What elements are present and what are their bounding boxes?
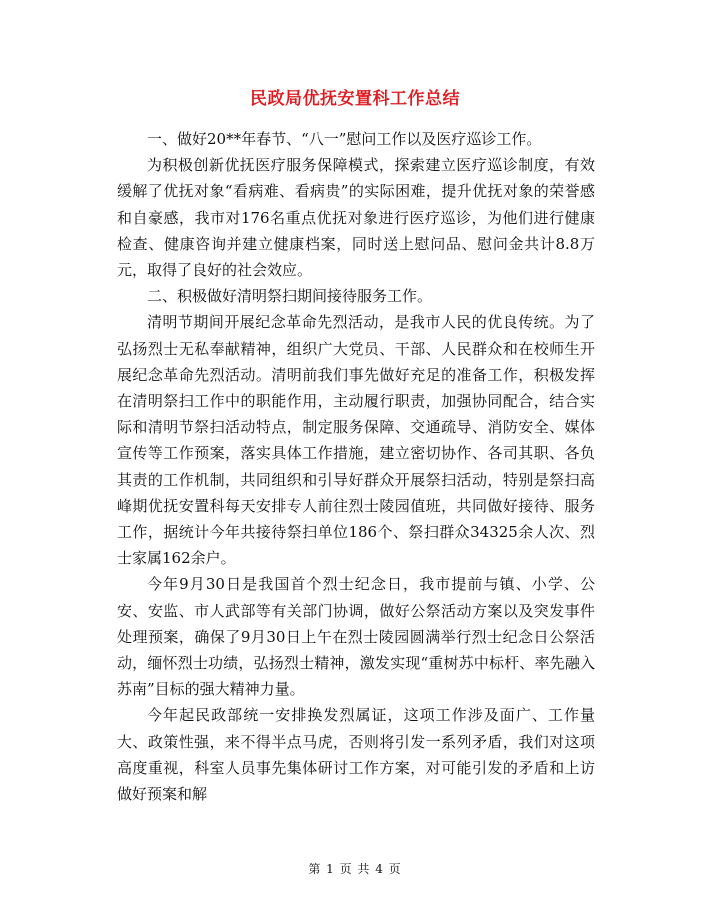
paragraph-martyrs-day: 今年9月30日是我国首个烈士纪念日，我市提前与镇、小学、公安、安监、市人武部等有关部门协调，做好公祭活动方案以及突发事件处理预案，确保了9月30日上午在烈士陵园圆满举行烈士纪念日公祭活动，缅怀烈士功绩，弘扬烈士精神，激发实现“重树苏中标杆、率先融入苏南”目标的强大精神力量。 <box>117 575 595 699</box>
paragraph-certificates: 今年起民政部统一安排换发烈属证，这项工作涉及面广、工作量大、政策性强，来不得半点马虎，否则将引发一系列矛盾，我们对这项高度重视，科室人员事先集体研讨工作方案，对可能引发的矛盾和上访做好预案和解 <box>117 706 595 804</box>
section-heading-1: 一、做好20**年春节、“八一”慰问工作以及医疗巡诊工作。 <box>147 130 542 148</box>
page-number-footer: 第 1 页 共 4 页 <box>308 862 402 876</box>
document-title: 民政局优抚安置科工作总结 <box>250 89 460 109</box>
paragraph-qingming: 清明节期间开展纪念革命先烈活动，是我市人民的优良传统。为了弘扬烈士无私奉献精神，组织广大党员、干部、人民群众和在校师生开展纪念革命先烈活动。清明前我们事先做好充足的准备工作，积极发挥在清明祭扫工作中的职能作用，主动履行职责，加强协同配合，结合实际和清明节祭扫活动特点，制定服务保障、交通疏导、消防安全、媒体宣传等工作预案，落实具体工作措施，建立密切协作、各司其职、各负其责的工作机制，共同组织和引导好群众开展祭扫活动，特别是祭扫高峰期优抚安置科每天安排专人前往烈士陵园值班，共同做好接待、服务工作，据统计今年共接待祭扫单位186个、祭扫群众34325余人次、烈士家属162余户。 <box>117 313 595 568</box>
document-body <box>117 126 595 807</box>
section-heading-2: 二、积极做好清明祭扫期间接待服务工作。 <box>147 287 433 306</box>
paragraph-medical-tour: 为积极创新优抚医疗服务保障模式，探索建立医疗巡诊制度，有效缓解了优抚对象“看病难、看病贵”的实际困难，提升优抚对象的荣誉感和自豪感，我市对176名重点优抚对象进行医疗巡诊，为他们进行健康检查、健康咨询并建立健康档案，同时送上慰问品、慰问金共计8.8万元，取得了良好的社会效应。 <box>117 156 595 280</box>
